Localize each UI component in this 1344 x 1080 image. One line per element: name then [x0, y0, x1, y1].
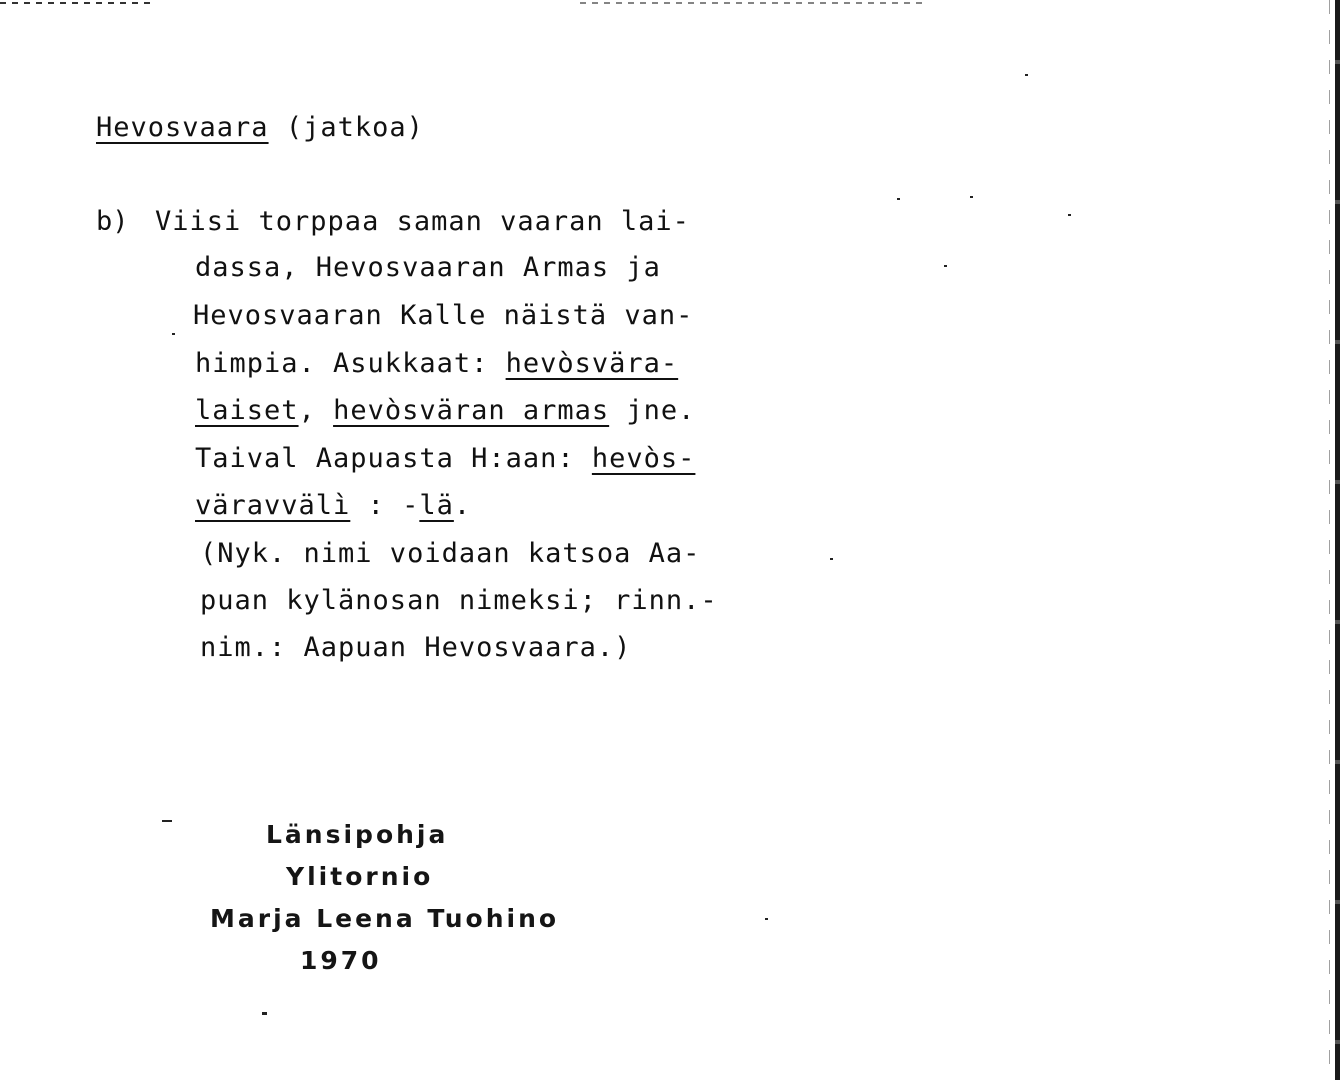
scan-speck — [1068, 214, 1071, 216]
heading-suffix: (jatkoa) — [268, 112, 424, 143]
body-text: puan kylänosan nimeksi; rinn.- — [200, 585, 718, 616]
underlined-term: laiset — [195, 395, 299, 426]
body-text: nim.: Aapuan Hevosvaara.) — [200, 632, 632, 663]
body-line — [200, 538, 700, 570]
card-heading — [96, 112, 424, 143]
signature-parish: Ylitornio — [286, 862, 434, 891]
body-line — [200, 632, 631, 664]
scan-speck — [897, 198, 900, 200]
body-text: Taival Aapuasta H:aan: — [195, 443, 592, 474]
scan-speck — [172, 333, 175, 335]
scan-edge-mark — [0, 2, 150, 4]
body-text: dassa, Hevosvaaran Armas ja — [195, 252, 661, 283]
scan-speck — [262, 1012, 267, 1015]
body-line — [195, 443, 695, 475]
scan-speck — [765, 918, 768, 920]
scan-speck — [1025, 74, 1028, 76]
scan-speck — [970, 196, 973, 198]
body-line — [195, 490, 471, 522]
body-line — [200, 585, 718, 617]
heading-title: Hevosvaara — [96, 112, 269, 143]
body-text: : - — [350, 490, 420, 521]
body-line — [195, 252, 661, 284]
underlined-term: väravvälì — [195, 490, 351, 521]
scan-edge-mark — [580, 2, 925, 4]
underlined-term: lä — [419, 490, 454, 521]
body-text: himpia. Asukkaat: — [195, 348, 506, 379]
item-marker: b) — [96, 206, 129, 237]
scan-right-border — [1329, 0, 1330, 1080]
signature-collector: Marja Leena Tuohino — [210, 904, 560, 933]
body-text: Viisi torppaa saman vaaran lai- — [155, 206, 690, 237]
body-text: , — [298, 395, 334, 426]
body-text: jne. — [609, 395, 696, 426]
underlined-term: hevòs- — [591, 443, 696, 474]
body-text: Hevosvaaran Kalle näistä van- — [193, 300, 694, 331]
body-line — [195, 348, 678, 380]
scan-speck — [944, 265, 947, 267]
body-line — [193, 300, 693, 332]
scan-speck — [830, 558, 833, 560]
underlined-term: hevòsväran armas — [333, 395, 610, 426]
body-text: (Nyk. nimi voidaan katsoa Aa- — [200, 538, 701, 569]
scan-right-border — [1335, 0, 1340, 1080]
body-text: . — [453, 490, 472, 521]
body-line — [195, 395, 695, 427]
scan-speck — [162, 820, 172, 822]
signature-region: Länsipohja — [266, 820, 449, 849]
signature-year: 1970 — [300, 946, 382, 975]
underlined-term: hevòsvära- — [505, 348, 679, 379]
body-line — [155, 206, 690, 238]
